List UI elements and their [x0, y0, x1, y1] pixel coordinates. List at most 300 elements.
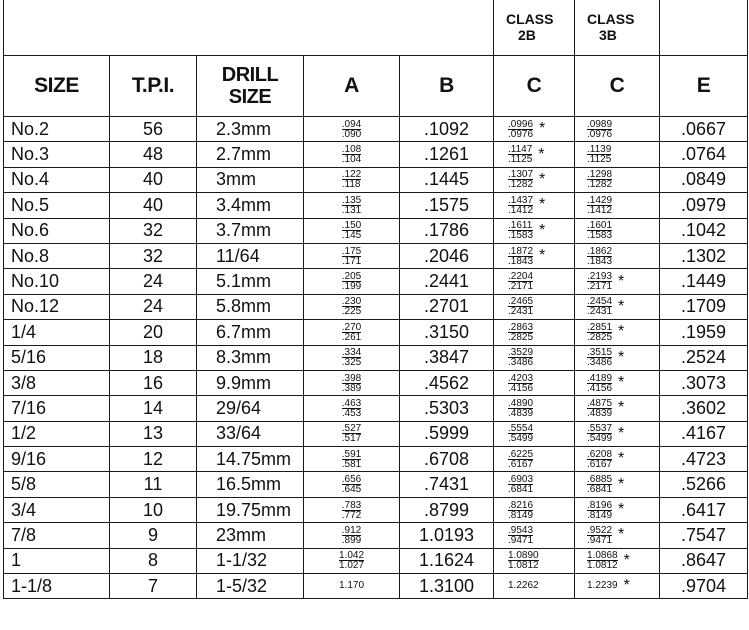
e-cell: .0849 [660, 167, 748, 192]
tolerance-asterisk: * [539, 196, 546, 214]
c-2b-range-max: .1611 [508, 220, 533, 232]
b-cell: .7431 [400, 472, 494, 497]
c-2b-range-max: .8216 [508, 499, 534, 511]
b-cell: .5999 [400, 421, 494, 446]
a-range [342, 323, 361, 342]
class-3b-label [575, 0, 660, 56]
size-cell: 7/16 [4, 396, 110, 421]
drill-size-cell: 11/64 [197, 243, 304, 268]
c-3b-range [587, 450, 612, 469]
table-row [4, 447, 748, 472]
c-3b-range-min: .5499 [587, 433, 613, 445]
header-drill-line1: DRILL [221, 64, 279, 86]
c-3b-range [587, 196, 612, 215]
c-3b-range [587, 399, 612, 418]
c-3b-range [587, 221, 612, 240]
table-row [4, 574, 748, 599]
drill-size-cell: 23mm [197, 523, 304, 548]
c-2b-cell [494, 472, 575, 497]
e-cell: .3073 [660, 370, 748, 395]
c-3b-range-max: .6885 [587, 474, 613, 486]
drill-size-cell: 1-1/32 [197, 548, 304, 573]
c-3b-cell [575, 167, 660, 192]
c-2b-range-max: .1147 [508, 144, 533, 156]
size-cell: No.4 [4, 167, 110, 192]
header-e: E [660, 56, 748, 117]
c-3b-range [587, 120, 612, 139]
table-row [4, 497, 748, 522]
c-3b-range-max: 1.2239 [587, 580, 618, 592]
a-range-max: .463 [341, 397, 362, 409]
drill-size-cell: 5.8mm [197, 294, 304, 319]
a-range [342, 297, 361, 316]
table-row [4, 294, 748, 319]
c-2b-cell [494, 421, 575, 446]
c-3b-cell [575, 396, 660, 421]
c-3b-cell [575, 472, 660, 497]
a-range-max: .591 [341, 448, 362, 460]
e-cell: .1449 [660, 269, 748, 294]
e-cell: .4167 [660, 421, 748, 446]
a-range [342, 120, 361, 139]
c-3b-range-max: .3515 [587, 347, 613, 359]
a-cell [304, 370, 400, 395]
c-3b-range-max: .2851 [587, 321, 613, 333]
a-cell [304, 320, 400, 345]
tpi-cell: 48 [110, 142, 197, 167]
c-2b-range [508, 348, 533, 367]
b-cell: .1575 [400, 193, 494, 218]
c-2b-cell [494, 345, 575, 370]
e-cell: .1709 [660, 294, 748, 319]
c-3b-range [587, 247, 612, 266]
c-3b-range [587, 145, 611, 164]
c-2b-range [508, 399, 533, 418]
c-3b-range-min: .2825 [587, 331, 613, 343]
c-2b-range-min: .6841 [508, 484, 534, 496]
a-range [342, 145, 361, 164]
tolerance-asterisk: * [618, 501, 625, 519]
c-3b-range [587, 348, 612, 367]
e-cell: .5266 [660, 472, 748, 497]
e-cell: .1042 [660, 218, 748, 243]
e-cell: .0979 [660, 193, 748, 218]
table-row [4, 243, 748, 268]
a-range [342, 374, 361, 393]
tolerance-asterisk: * [618, 424, 625, 442]
c-2b-range-min: .1412 [508, 204, 534, 216]
c-3b-cell [575, 497, 660, 522]
a-cell [304, 345, 400, 370]
a-range-max: .175 [341, 245, 362, 257]
c-2b-range-max: .0996 [508, 118, 534, 130]
c-3b-range-min: .1843 [587, 255, 613, 267]
c-2b-cell [494, 396, 575, 421]
c-3b-range-max: .1862 [587, 245, 613, 257]
header-a: A [304, 56, 400, 117]
c-2b-range-max: .2204 [508, 271, 534, 283]
c-2b-range-max: .2465 [508, 296, 534, 308]
c-3b-range [587, 323, 612, 342]
a-range [342, 196, 361, 215]
header-tpi: T.P.I. [110, 56, 197, 117]
c-2b-range-max: 1.0890 [508, 550, 539, 562]
a-cell [304, 472, 400, 497]
c-3b-range-max: .1139 [587, 144, 612, 156]
c-3b-range-min: .6841 [587, 484, 613, 496]
c-3b-range [587, 551, 618, 570]
a-range [342, 272, 361, 291]
header-drill-line2: SIZE [228, 86, 272, 108]
tpi-cell: 56 [110, 117, 197, 142]
tpi-cell: 20 [110, 320, 197, 345]
c-2b-range [508, 526, 533, 545]
table-row [4, 421, 748, 446]
table-row [4, 472, 748, 497]
class-2b-label [494, 0, 575, 56]
c-2b-range-min: .1583 [508, 230, 534, 242]
size-cell: 1 [4, 548, 110, 573]
a-range-min: .645 [341, 484, 362, 496]
b-cell: .6708 [400, 447, 494, 472]
table-row [4, 193, 748, 218]
c-3b-cell [575, 548, 660, 573]
c-2b-cell [494, 269, 575, 294]
b-cell: .4562 [400, 370, 494, 395]
b-cell: 1.0193 [400, 523, 494, 548]
c-2b-range-min: .2825 [508, 331, 534, 343]
c-2b-range-min: .1282 [508, 179, 534, 191]
tolerance-asterisk: * [539, 221, 546, 239]
size-cell: 3/8 [4, 370, 110, 395]
a-range-min: .517 [341, 433, 362, 445]
c-3b-range-min: .1583 [587, 230, 613, 242]
b-cell: .2441 [400, 269, 494, 294]
a-cell [304, 421, 400, 446]
table-row [4, 117, 748, 142]
b-cell: .1445 [400, 167, 494, 192]
size-cell: No.2 [4, 117, 110, 142]
c-2b-range-min: .1843 [508, 255, 534, 267]
c-3b-cell [575, 320, 660, 345]
c-2b-range-max: 1.2262 [508, 580, 539, 592]
tpi-cell: 32 [110, 243, 197, 268]
e-cell: .0764 [660, 142, 748, 167]
c-2b-cell [494, 523, 575, 548]
b-cell: 1.1624 [400, 548, 494, 573]
column-header-row [4, 56, 748, 117]
drill-size-cell: 2.7mm [197, 142, 304, 167]
a-range-max: .108 [341, 144, 362, 156]
c-3b-range-min: .2171 [587, 281, 613, 293]
c-2b-cell [494, 218, 575, 243]
c-2b-range-max: .4203 [508, 372, 534, 384]
c-3b-range [587, 297, 612, 316]
c-2b-range [508, 450, 533, 469]
tpi-cell: 40 [110, 167, 197, 192]
a-range-min: .772 [341, 509, 362, 521]
c-3b-range-max: .8196 [587, 499, 613, 511]
c-2b-range-min: 1.0812 [508, 560, 539, 572]
a-range [342, 475, 361, 494]
a-range-max: .398 [341, 372, 362, 384]
c-2b-range [508, 221, 533, 240]
c-3b-cell [575, 193, 660, 218]
c-2b-cell [494, 447, 575, 472]
c-3b-range-max: .0989 [587, 118, 613, 130]
a-cell [304, 167, 400, 192]
c-3b-range [587, 475, 612, 494]
a-range [342, 221, 361, 240]
a-range-min: .325 [341, 357, 362, 369]
a-range-min: .389 [341, 382, 362, 394]
b-cell: .8799 [400, 497, 494, 522]
e-cell: .9704 [660, 574, 748, 599]
c-2b-cell [494, 193, 575, 218]
a-range [342, 501, 361, 520]
a-cell [304, 523, 400, 548]
drill-size-cell: 6.7mm [197, 320, 304, 345]
class-2b-line1: CLASS [506, 11, 554, 27]
c-2b-range-min: .6167 [508, 458, 534, 470]
a-range-max: .122 [341, 169, 362, 181]
c-3b-cell [575, 345, 660, 370]
a-range-max: .230 [341, 296, 362, 308]
size-cell: 7/8 [4, 523, 110, 548]
drill-size-cell: 3mm [197, 167, 304, 192]
a-range-min: .104 [341, 154, 362, 166]
tolerance-asterisk: * [623, 576, 630, 594]
c-2b-range [508, 145, 532, 164]
c-2b-range-max: .9543 [508, 524, 534, 536]
size-cell: 5/16 [4, 345, 110, 370]
c-3b-range-min: .1125 [587, 154, 612, 166]
a-range-min: .261 [341, 331, 362, 343]
a-range-min: .090 [341, 128, 362, 140]
table-row [4, 167, 748, 192]
drill-size-cell: 5.1mm [197, 269, 304, 294]
drill-size-cell: 33/64 [197, 421, 304, 446]
c-3b-range-max: .1429 [587, 194, 613, 206]
table-row [4, 523, 748, 548]
e-cell: .3602 [660, 396, 748, 421]
tpi-cell: 24 [110, 269, 197, 294]
c-3b-cell [575, 117, 660, 142]
c-3b-range-min: .2431 [587, 306, 613, 318]
table-row [4, 320, 748, 345]
tolerance-asterisk: * [618, 450, 625, 468]
tpi-cell: 32 [110, 218, 197, 243]
a-range-min: .145 [341, 230, 362, 242]
c-3b-range-max: .2193 [587, 271, 613, 283]
a-range-max: .912 [341, 524, 362, 536]
size-cell: 9/16 [4, 447, 110, 472]
b-cell: .3150 [400, 320, 494, 345]
a-range [342, 526, 361, 545]
c-2b-range-min: .3486 [508, 357, 534, 369]
e-cell: .0667 [660, 117, 748, 142]
c-2b-cell [494, 167, 575, 192]
c-2b-cell [494, 243, 575, 268]
drill-size-cell: 19.75mm [197, 497, 304, 522]
a-range-min: 1.027 [338, 560, 365, 572]
c-2b-cell [494, 117, 575, 142]
tolerance-asterisk: * [618, 323, 625, 341]
a-range-min: .225 [341, 306, 362, 318]
a-range-min: .899 [341, 534, 362, 546]
c-2b-cell [494, 320, 575, 345]
c-3b-range-min: .4839 [587, 407, 613, 419]
c-3b-cell [575, 421, 660, 446]
c-2b-range [508, 247, 533, 266]
tpi-cell: 8 [110, 548, 197, 573]
c-2b-range-min: .5499 [508, 433, 534, 445]
b-cell: .2701 [400, 294, 494, 319]
tolerance-asterisk: * [539, 170, 546, 188]
a-range-max: .270 [341, 321, 362, 333]
c-3b-range [587, 501, 612, 520]
c-3b-range [587, 272, 612, 291]
a-range [339, 581, 364, 590]
header-c-2b: C [494, 56, 575, 117]
c-3b-range [587, 374, 612, 393]
c-3b-range-max: .2454 [587, 296, 613, 308]
b-cell: 1.3100 [400, 574, 494, 599]
c-3b-range-max: .9522 [587, 524, 613, 536]
c-3b-range-max: .6208 [587, 448, 613, 460]
drill-size-cell: 14.75mm [197, 447, 304, 472]
b-cell: .2046 [400, 243, 494, 268]
blank-class-cell [660, 0, 748, 56]
size-cell: 1-1/8 [4, 574, 110, 599]
c-2b-range [508, 297, 533, 316]
a-range [342, 399, 361, 418]
b-cell: .1092 [400, 117, 494, 142]
tpi-cell: 16 [110, 370, 197, 395]
a-cell [304, 548, 400, 573]
table-row [4, 548, 748, 573]
tolerance-asterisk: * [538, 145, 545, 163]
a-range-min: .118 [341, 179, 361, 191]
c-2b-range [508, 581, 539, 590]
c-3b-range-max: .1298 [587, 169, 613, 181]
c-3b-range-max: .1601 [587, 220, 613, 232]
header-b: B [400, 56, 494, 117]
tolerance-asterisk: * [618, 348, 625, 366]
a-cell [304, 243, 400, 268]
c-2b-cell [494, 548, 575, 573]
e-cell: .8647 [660, 548, 748, 573]
drill-size-cell: 3.4mm [197, 193, 304, 218]
b-cell: .1261 [400, 142, 494, 167]
c-3b-cell [575, 269, 660, 294]
a-cell [304, 574, 400, 599]
c-2b-range [508, 196, 533, 215]
a-cell [304, 396, 400, 421]
c-2b-range-min: .2171 [508, 281, 534, 293]
b-cell: .5303 [400, 396, 494, 421]
c-2b-range-min: .8149 [508, 509, 534, 521]
c-3b-range-min: .9471 [587, 534, 613, 546]
size-cell: 1/2 [4, 421, 110, 446]
tpi-cell: 12 [110, 447, 197, 472]
table-row [4, 345, 748, 370]
tolerance-asterisk: * [539, 120, 546, 138]
a-range-max: .150 [341, 220, 362, 232]
c-2b-cell [494, 574, 575, 599]
tpi-cell: 14 [110, 396, 197, 421]
tpi-cell: 24 [110, 294, 197, 319]
e-cell: .2524 [660, 345, 748, 370]
a-cell [304, 218, 400, 243]
c-2b-range [508, 374, 533, 393]
tpi-cell: 18 [110, 345, 197, 370]
a-range-max: .334 [341, 347, 362, 359]
c-2b-cell [494, 370, 575, 395]
tolerance-asterisk: * [618, 272, 625, 290]
tolerance-asterisk: * [623, 551, 630, 569]
c-2b-range-max: .3529 [508, 347, 534, 359]
c-3b-range-min: .3486 [587, 357, 613, 369]
a-cell [304, 497, 400, 522]
c-2b-range [508, 272, 533, 291]
c-2b-range [508, 170, 533, 189]
a-range-min: .453 [341, 407, 362, 419]
class-2b-line2: 2B [518, 27, 536, 43]
table-row [4, 218, 748, 243]
size-cell: No.3 [4, 142, 110, 167]
table-row [4, 142, 748, 167]
size-cell: No.10 [4, 269, 110, 294]
c-2b-cell [494, 497, 575, 522]
c-2b-range-max: .6225 [508, 448, 534, 460]
size-cell: 1/4 [4, 320, 110, 345]
b-cell: .1786 [400, 218, 494, 243]
a-cell [304, 269, 400, 294]
drill-size-cell: 3.7mm [197, 218, 304, 243]
a-cell [304, 294, 400, 319]
c-3b-range [587, 424, 612, 443]
c-3b-range-min: .1282 [587, 179, 613, 191]
c-2b-range-max: .1872 [508, 245, 534, 257]
e-cell: .1302 [660, 243, 748, 268]
a-range-max: .205 [341, 271, 362, 283]
table-row [4, 370, 748, 395]
header-size: SIZE [4, 56, 110, 117]
a-range-min: .199 [341, 281, 362, 293]
c-2b-range [508, 551, 539, 570]
size-cell: 5/8 [4, 472, 110, 497]
e-cell: .7547 [660, 523, 748, 548]
drill-size-cell: 29/64 [197, 396, 304, 421]
drill-size-cell: 16.5mm [197, 472, 304, 497]
tolerance-asterisk: * [618, 297, 625, 315]
c-2b-range [508, 120, 533, 139]
a-range-max: 1.042 [338, 550, 365, 562]
c-2b-range-max: .2863 [508, 321, 534, 333]
a-range-max: .656 [341, 474, 362, 486]
c-3b-range-min: .1412 [587, 204, 613, 216]
blank-header-cell [4, 0, 494, 56]
a-cell [304, 117, 400, 142]
a-range [342, 348, 361, 367]
c-2b-cell [494, 294, 575, 319]
class-3b-line1: CLASS [587, 11, 635, 27]
header-c-3b: C [575, 56, 660, 117]
tolerance-asterisk: * [618, 526, 625, 544]
c-3b-cell [575, 370, 660, 395]
a-range-max: 1.170 [338, 580, 365, 592]
